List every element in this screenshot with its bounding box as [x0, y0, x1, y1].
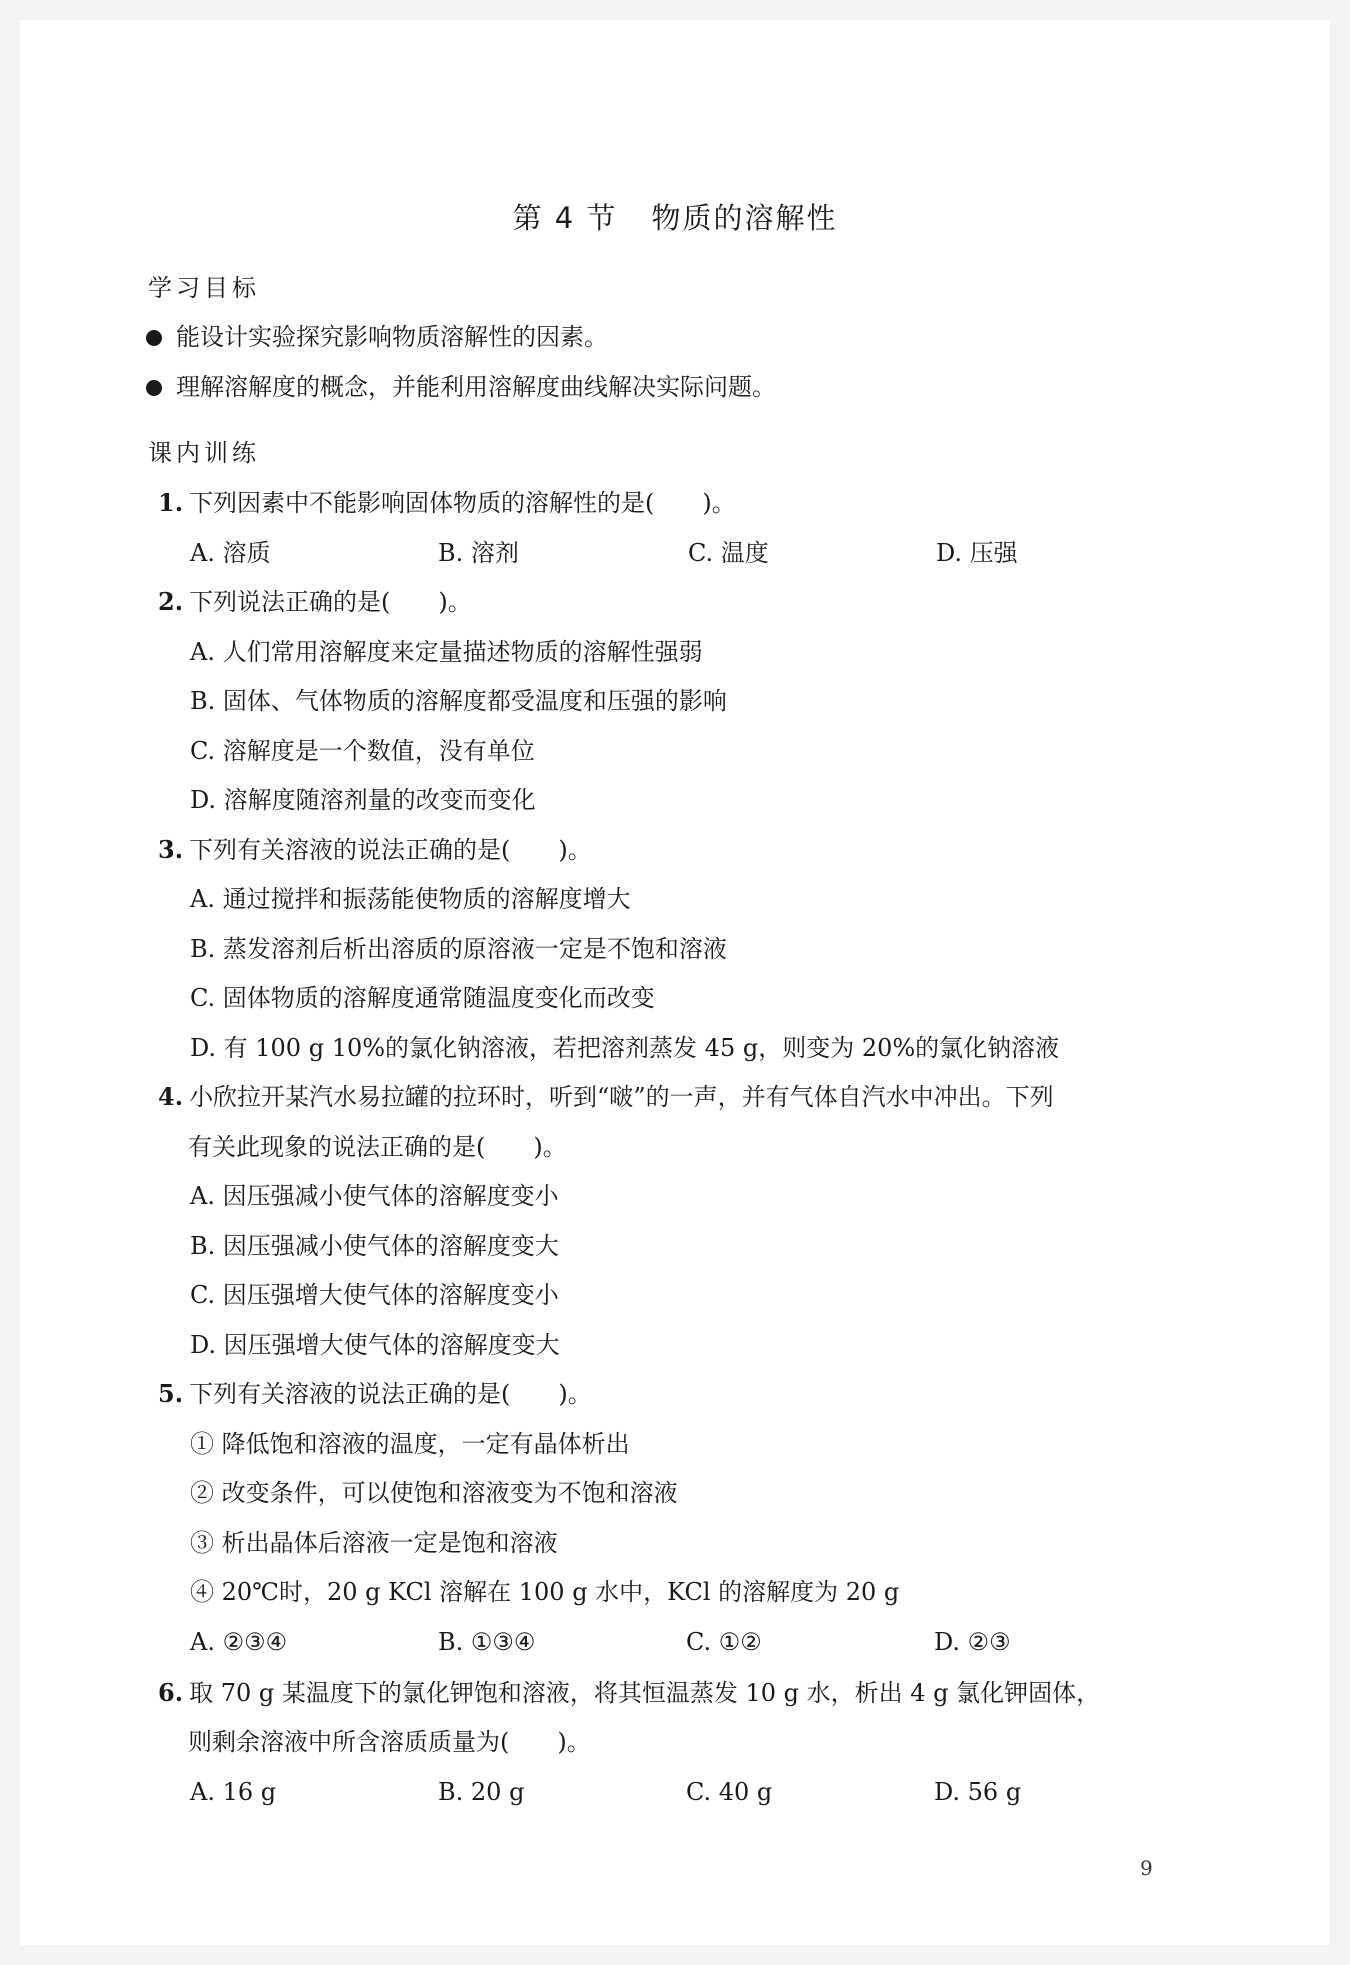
question-5-stem: 5. 下列有关溶液的说法正确的是( )。 — [158, 1379, 592, 1408]
objectives-heading: 学习目标 — [148, 274, 260, 302]
question-1-option-a: A. 溶质 — [190, 539, 271, 567]
question-6-stem: 6. 取 70 g 某温度下的氯化钾饱和溶液，将其恒温蒸发 10 g 水，析出 4 g 氯化钾固体， — [158, 1678, 1101, 1707]
question-4-stem: 4. 小欣拉开某汽水易拉罐的拉环时，听到“啵”的一声，并有气体自汽水中冲出。下列 — [158, 1082, 1054, 1111]
question-3-option-d: D. 有 100 g 10%的氯化钠溶液，若把溶剂蒸发 45 g，则变为 20%的氯化钠溶液 — [190, 1034, 1060, 1062]
question-2-option-d: D. 溶解度随溶剂量的改变而变化 — [190, 786, 536, 814]
question-4-option-a: A. 因压强减小使气体的溶解度变小 — [190, 1182, 559, 1210]
question-1-option-d: D. 压强 — [936, 539, 1018, 567]
section-number: 第 4 节 — [512, 201, 618, 235]
question-5-option-b: B. ①③④ — [438, 1628, 536, 1656]
question-2-stem: 2. 下列说法正确的是( )。 — [158, 587, 472, 616]
question-number: 3. — [158, 835, 184, 864]
question-4-option-c: C. 因压强增大使气体的溶解度变小 — [190, 1281, 559, 1309]
question-1-option-b: B. 溶剂 — [438, 539, 519, 567]
question-6-option-c: C. 40 g — [686, 1778, 773, 1806]
page-number: 9 — [1140, 1856, 1153, 1880]
objective-item: 能设计实验探究影响物质溶解性的因素。 — [146, 322, 608, 352]
question-number: 6. — [158, 1678, 184, 1707]
question-number: 5. — [158, 1379, 184, 1408]
question-number: 2. — [158, 587, 184, 616]
question-5-statement-4: ④ 20℃时，20 g KCl 溶解在 100 g 水中，KCl 的溶解度为 20 g — [190, 1578, 900, 1606]
question-5-statement-1: ① 降低饱和溶液的温度，一定有晶体析出 — [190, 1430, 630, 1458]
question-5-option-c: C. ①② — [686, 1628, 762, 1656]
question-1-option-c: C. 温度 — [688, 539, 769, 567]
question-3-option-c: C. 固体物质的溶解度通常随温度变化而改变 — [190, 984, 655, 1012]
question-number: 1. — [158, 488, 184, 517]
question-2-option-c: C. 溶解度是一个数值，没有单位 — [190, 737, 535, 765]
bullet-icon — [146, 380, 162, 396]
section-title — [0, 196, 1350, 237]
question-2-option-b: B. 固体、气体物质的溶解度都受温度和压强的影响 — [190, 687, 727, 715]
question-2-option-a: A. 人们常用溶解度来定量描述物质的溶解性强弱 — [190, 638, 703, 666]
question-5-option-d: D. ②③ — [934, 1628, 1011, 1656]
objective-item: 理解溶解度的概念，并能利用溶解度曲线解决实际问题。 — [146, 372, 776, 402]
question-number: 4. — [158, 1082, 184, 1111]
question-6-option-b: B. 20 g — [438, 1778, 525, 1806]
question-5-statement-2: ② 改变条件，可以使饱和溶液变为不饱和溶液 — [190, 1479, 678, 1507]
question-4-stem-cont: 有关此现象的说法正确的是( )。 — [188, 1133, 567, 1161]
question-5-statement-3: ③ 析出晶体后溶液一定是饱和溶液 — [190, 1529, 558, 1557]
bullet-icon — [146, 330, 162, 346]
question-1-stem: 1. 下列因素中不能影响固体物质的溶解性的是( )。 — [158, 488, 736, 517]
training-heading: 课内训练 — [148, 439, 260, 467]
section-name: 物质的溶解性 — [651, 201, 838, 235]
question-6-option-a: A. 16 g — [190, 1778, 277, 1806]
question-3-option-b: B. 蒸发溶剂后析出溶质的原溶液一定是不饱和溶液 — [190, 935, 727, 963]
question-4-option-b: B. 因压强减小使气体的溶解度变大 — [190, 1232, 559, 1260]
question-5-option-a: A. ②③④ — [190, 1628, 288, 1656]
question-3-stem: 3. 下列有关溶液的说法正确的是( )。 — [158, 835, 592, 864]
question-6-stem-cont: 则剩余溶液中所含溶质质量为( )。 — [188, 1728, 591, 1756]
question-4-option-d: D. 因压强增大使气体的溶解度变大 — [190, 1331, 560, 1359]
question-3-option-a: A. 通过搅拌和振荡能使物质的溶解度增大 — [190, 885, 631, 913]
question-6-option-d: D. 56 g — [934, 1778, 1022, 1806]
